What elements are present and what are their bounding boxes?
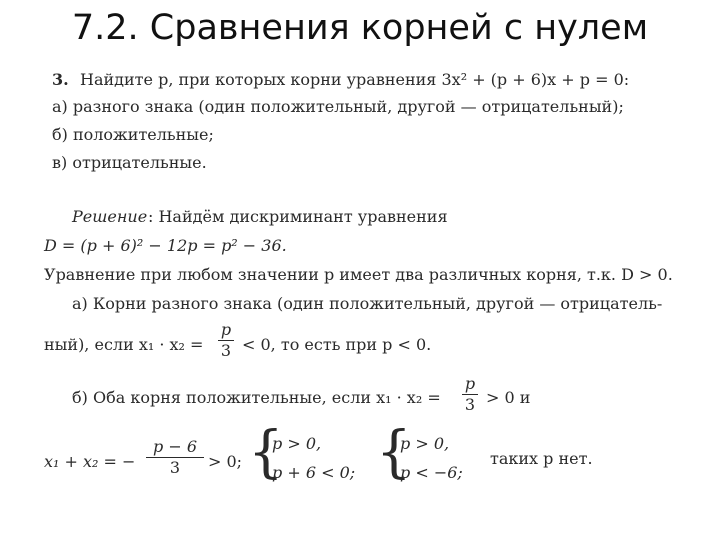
case-b-fraction-den: 3 — [464, 395, 476, 414]
case-a-fraction-den: 3 — [220, 341, 232, 360]
case-a-line2-pre: ный), если x₁ · x₂ = — [44, 335, 204, 354]
solution-label: Решение — [72, 207, 148, 226]
case-a-fraction-num: p — [220, 320, 232, 339]
two-roots-statement: Уравнение при любом значении p имеет два различных корня, т.к. D > 0. — [44, 265, 673, 284]
case-a-line2-post: < 0, то есть при p < 0. — [242, 335, 432, 354]
discriminant-formula: D = (p + 6)² − 12p = p² − 36. — [44, 236, 287, 255]
system-brace-2: { — [376, 420, 412, 485]
slide-title: 7.2. Сравнения корней с нулем — [71, 8, 649, 48]
solution-line1: : Найдём дискриминант уравнения — [148, 207, 448, 226]
system-brace-1: { — [248, 420, 284, 485]
problem-item-b: б) положительные; — [52, 125, 214, 144]
case-b-line-post: > 0 и — [486, 388, 531, 407]
case-b-fraction — [462, 375, 478, 414]
sum-of-roots-pre: x₁ + x₂ = − — [44, 452, 136, 471]
sum-fraction-den: 3 — [169, 458, 181, 477]
problem-number: 3. — [52, 70, 69, 89]
case-b-fraction-num: p — [464, 374, 476, 393]
system2-row2: p < −6; — [400, 463, 463, 482]
sum-fraction-num: p − 6 — [153, 437, 197, 456]
case-a-line1: а) Корни разного знака (один положительный, другой — отрицатель- — [72, 294, 663, 313]
case-b-line-pre: б) Оба корня положительные, если x₁ · x₂ = — [72, 388, 441, 407]
case-a-fraction — [218, 321, 234, 360]
system2-row1: p > 0, — [400, 434, 450, 453]
conclusion: таких p нет. — [490, 449, 593, 468]
sum-fraction — [146, 438, 204, 477]
problem-item-a: а) разного знака (один положительный, другой — отрицательный); — [52, 97, 624, 116]
problem-intro: Найдите p, при которых корни уравнения 3x² + (p + 6)x + p = 0: — [80, 70, 630, 89]
system1-row2: p + 6 < 0; — [272, 463, 356, 482]
sum-of-roots-post: > 0; — [208, 452, 243, 471]
system1-row1: p > 0, — [272, 434, 322, 453]
problem-item-c: в) отрицательные. — [52, 153, 207, 172]
